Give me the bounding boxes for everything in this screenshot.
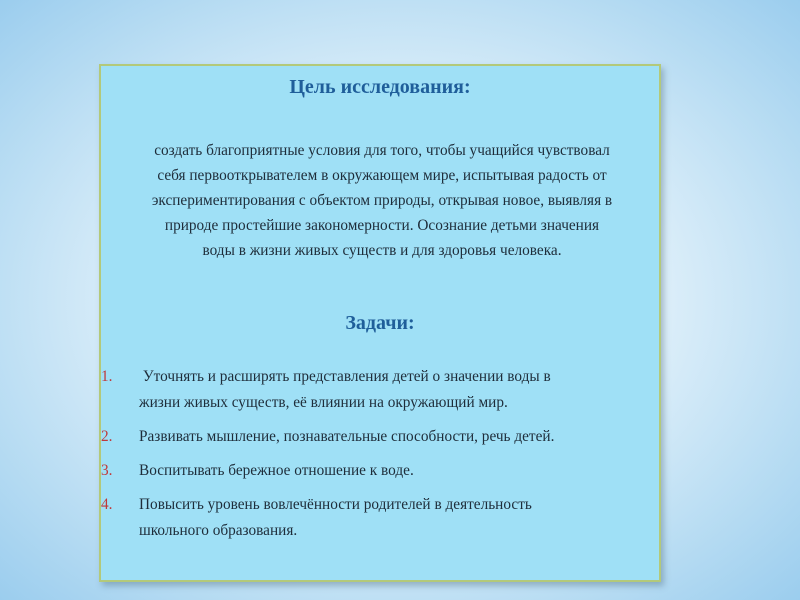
list-number: 1. bbox=[101, 368, 113, 385]
goal-line: природе простейшие закономерности. Осознание детьми значения bbox=[164, 217, 600, 234]
goal-heading: Цель исследования: bbox=[289, 76, 471, 98]
task-line: Развивать мышление, познавательные способности, речь детей. bbox=[139, 428, 555, 445]
task-line: Воспитывать бережное отношение к воде. bbox=[139, 462, 414, 479]
content-box bbox=[99, 64, 661, 582]
goal-line: воды в жизни живых существ и для здоровья человека. bbox=[202, 242, 562, 259]
list-item bbox=[101, 364, 659, 416]
list-item bbox=[101, 458, 659, 484]
list-item bbox=[101, 492, 659, 544]
task-list bbox=[101, 364, 659, 552]
task-line: жизни живых существ, её влиянии на окружающий мир. bbox=[139, 394, 508, 411]
goal-text bbox=[109, 138, 655, 263]
list-number: 2. bbox=[101, 428, 113, 445]
list-number: 3. bbox=[101, 462, 113, 479]
goal-line: экспериментирования с объектом природы, открывая новое, выявляя в bbox=[151, 192, 613, 209]
goal-line: себя первооткрывателем в окружающем мире, испытывая радость от bbox=[157, 167, 607, 184]
task-line: Повысить уровень вовлечённости родителей в деятельность bbox=[139, 496, 532, 513]
tasks-heading: Задачи: bbox=[345, 312, 415, 334]
task-line: школьного образования. bbox=[139, 522, 298, 539]
list-number: 4. bbox=[101, 496, 113, 513]
task-line: Уточнять и расширять представления детей о значении воды в bbox=[139, 368, 551, 385]
list-item bbox=[101, 424, 659, 450]
goal-line: создать благоприятные условия для того, чтобы учащийся чувствовал bbox=[154, 142, 610, 159]
